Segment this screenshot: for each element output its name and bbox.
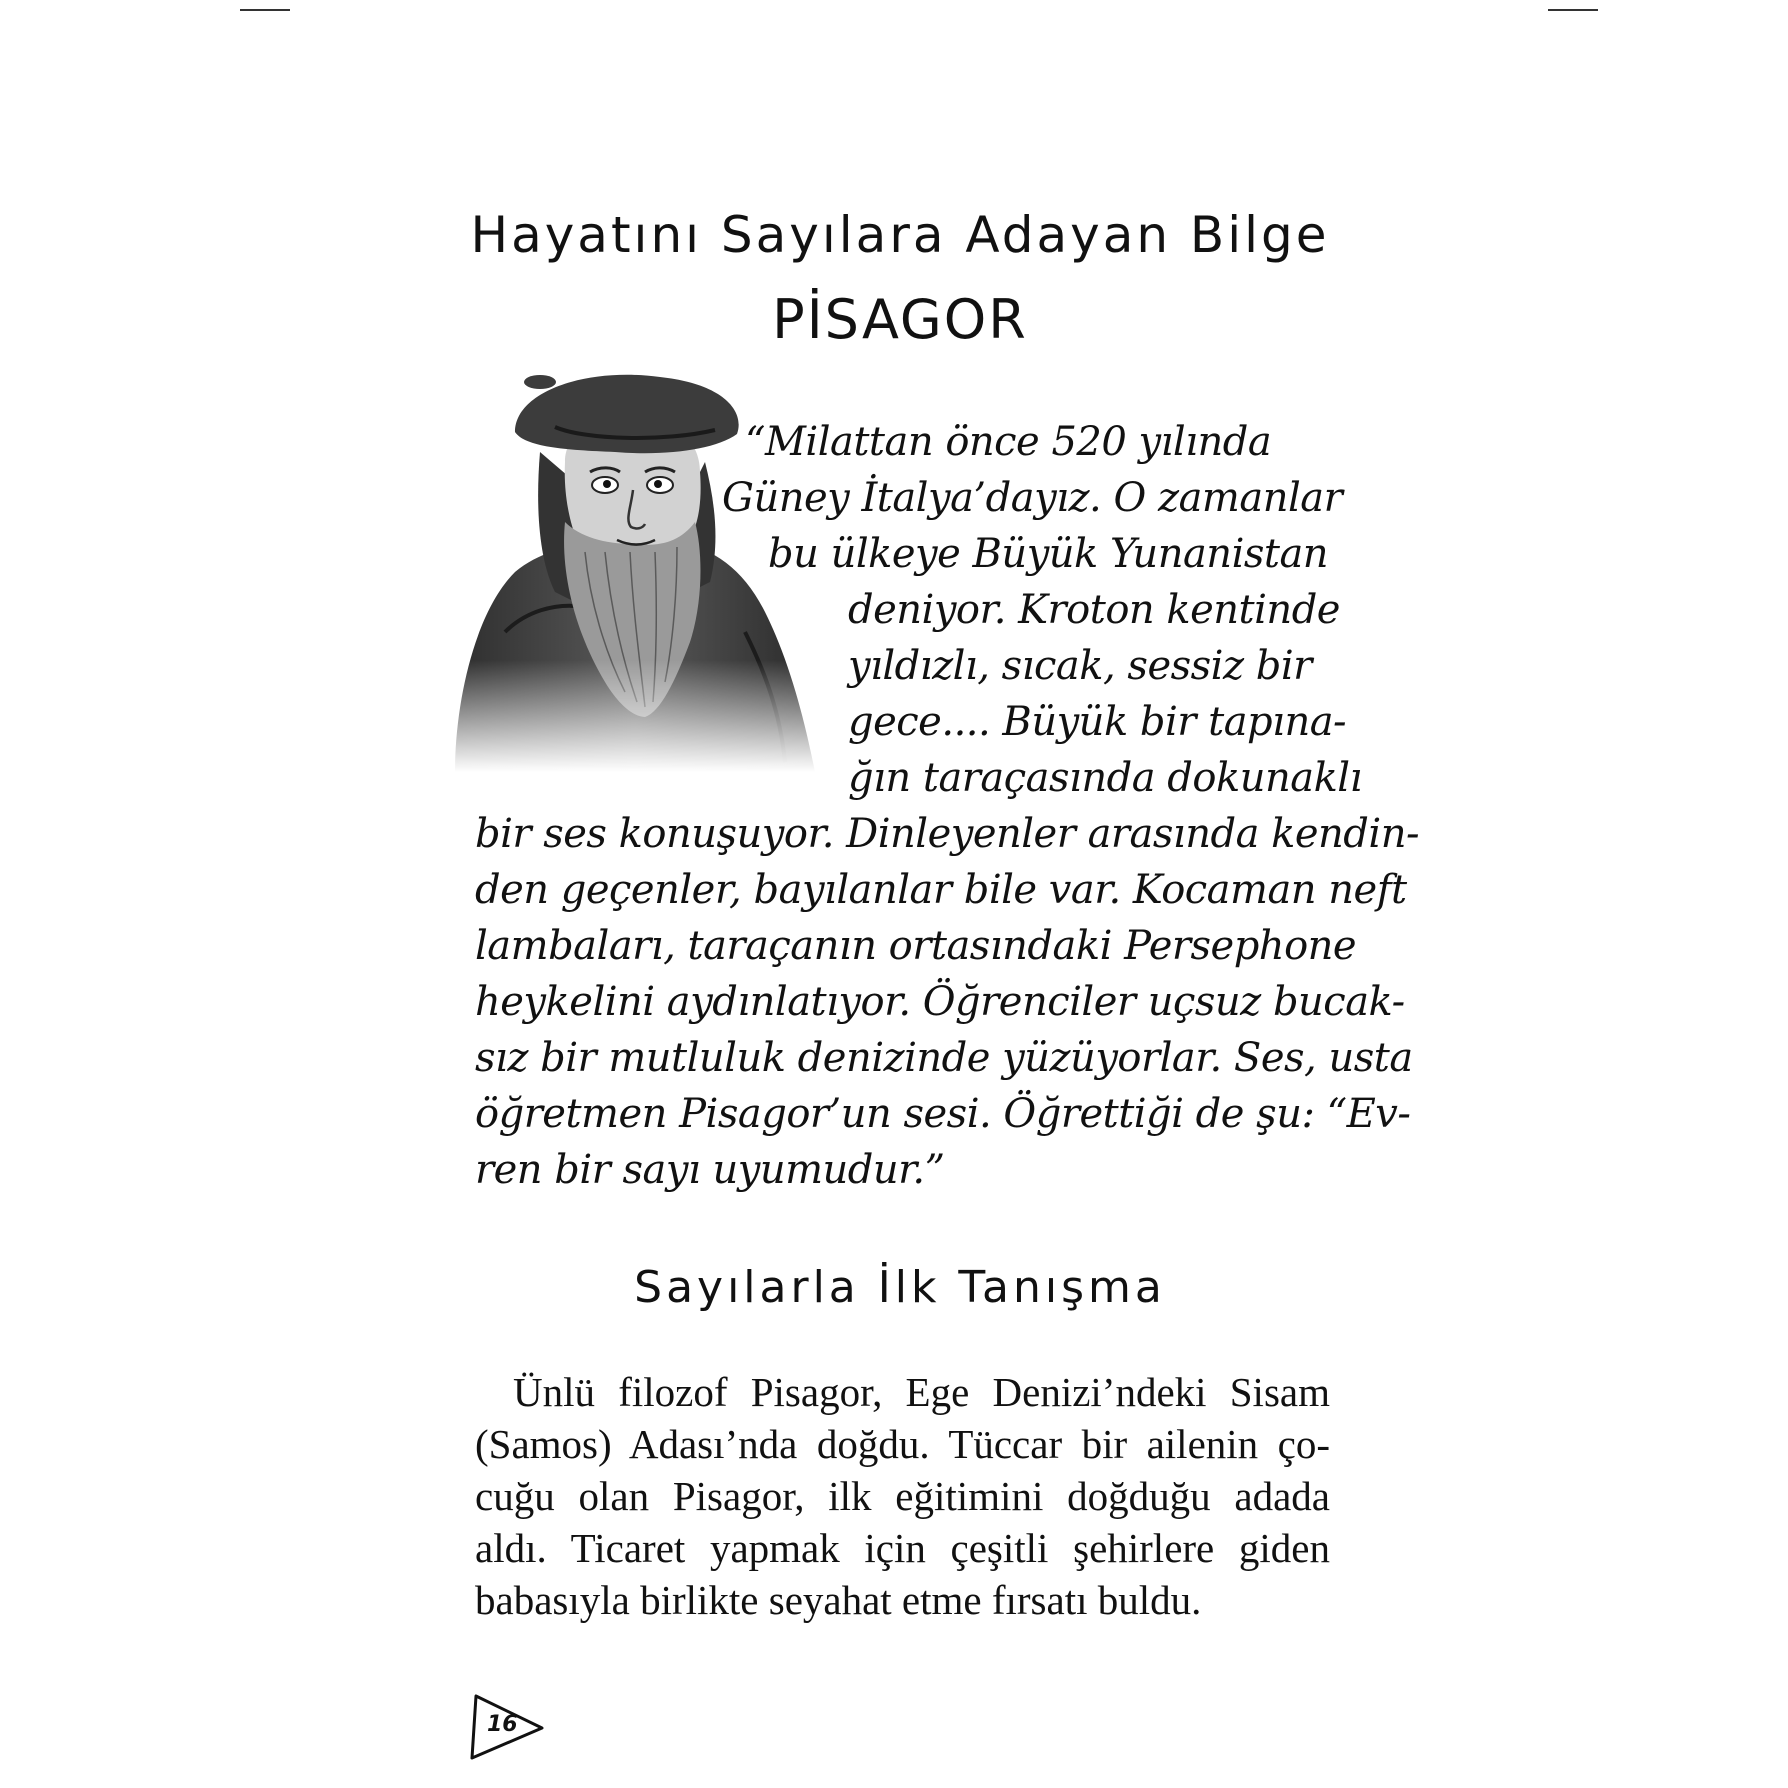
crop-mark-right: [1548, 9, 1598, 11]
quote-line: ğın taraçasında dokunaklı: [848, 755, 1362, 801]
body-line: babasıyla birlikte seyahat etme fırsatı buldu.: [475, 1577, 1202, 1623]
body-line: aldı. Ticaret yapmak için çeşitli şehirlere giden: [475, 1525, 1330, 1571]
quote-line: öğretmen Pisagor’un sesi. Öğrettiği de şu: “Ev-: [475, 1091, 1411, 1137]
crop-mark-left: [240, 9, 290, 11]
quote-line: ren bir sayı uyumudur.”: [475, 1147, 945, 1193]
body-line: Ünlü filozof Pisagor, Ege Denizi’ndeki Sisam: [513, 1369, 1330, 1415]
page-number: 16: [487, 1712, 518, 1737]
quote-line: Güney İtalya’dayız. O zamanlar: [722, 475, 1343, 521]
page-title: Hayatını Sayılara Adayan Bilge: [470, 206, 1330, 264]
quote-line: bu ülkeye Büyük Yunanistan: [768, 531, 1329, 577]
page-number-badge: [468, 1692, 548, 1762]
page-subtitle: PİSAGOR: [772, 288, 1028, 351]
quote-line: den geçenler, bayılanlar bile var. Kocaman neft: [475, 867, 1407, 913]
body-line: cuğu olan Pisagor, ilk eğitimini doğduğu adada: [475, 1473, 1330, 1519]
quote-line: yıldızlı, sıcak, sessiz bir: [848, 643, 1312, 689]
quote-line: heykelini aydınlatıyor. Öğrenciler uçsuz bucak-: [475, 979, 1405, 1025]
quote-line: gece.... Büyük bir tapına-: [848, 699, 1347, 745]
quote-line: lambaları, taraçanın ortasındaki Persephone: [475, 923, 1357, 969]
quote-line: deniyor. Kroton kentinde: [848, 587, 1340, 633]
quote-line: “Milattan önce 520 yılında: [745, 419, 1272, 465]
quote-line: sız bir mutluluk denizinde yüzüyorlar. Ses, usta: [475, 1035, 1413, 1081]
body-line: (Samos) Adası’nda doğdu. Tüccar bir ailenin ço-: [475, 1421, 1330, 1467]
section-title: Sayılarla İlk Tanışma: [634, 1262, 1166, 1313]
quote-line: bir ses konuşuyor. Dinleyenler arasında kendin-: [475, 811, 1419, 857]
